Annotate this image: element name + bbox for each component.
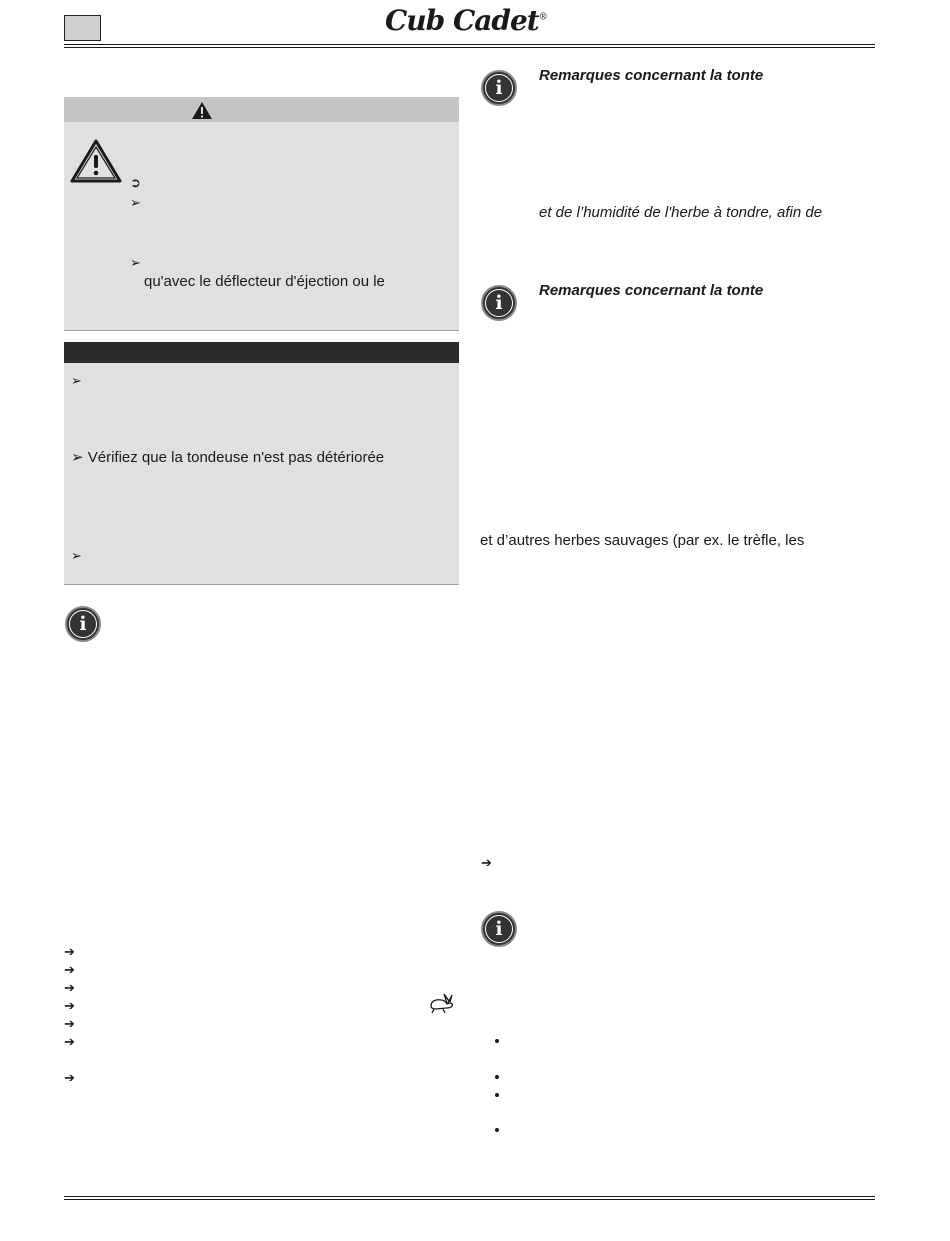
- note-text: et de l’humidité de l'herbe à tondre, afin de: [539, 204, 823, 221]
- bullet-marker: ➢: [130, 255, 141, 270]
- bullet-marker: ➢: [130, 195, 141, 210]
- page-number-tab: [64, 15, 101, 41]
- bullet-dot: [495, 1128, 499, 1132]
- footer-rule: [64, 1196, 875, 1197]
- box-divider: [64, 330, 459, 331]
- arrow-list-item: ➔: [64, 944, 75, 959]
- check-box-text: ➢ Vérifiez que la tondeuse n'est pas détériorée: [71, 449, 385, 466]
- bullet-dot: [495, 1075, 499, 1079]
- arrow-list-item: ➔: [64, 998, 75, 1013]
- info-icon: i: [481, 70, 517, 106]
- brand-logo: Cub Cadet®: [385, 4, 547, 37]
- warning-triangle-large-icon: [69, 138, 123, 184]
- info-icon: i: [481, 911, 517, 947]
- note-text: et d’autres herbes sauvages (par ex. le trèfle, les: [480, 532, 805, 549]
- arrow-bullet: ➲: [130, 175, 141, 190]
- danger-box-header: [64, 97, 459, 122]
- note-title: Remarques concernant la tonte: [539, 282, 764, 299]
- bullet-marker: ➢: [71, 373, 82, 388]
- arrow-list-item: ➔: [64, 962, 75, 977]
- note-title: Remarques concernant la tonte: [539, 67, 764, 84]
- danger-box: [64, 97, 459, 330]
- arrow-list-item: ➔: [64, 1070, 75, 1085]
- header-rule-2: [64, 47, 875, 48]
- bullet-dot: [495, 1039, 499, 1043]
- warning-triangle-icon: [191, 101, 213, 120]
- bullet-marker: ➢: [71, 548, 82, 563]
- rabbit-icon: [428, 992, 456, 1014]
- arrow-list-item: ➔: [64, 980, 75, 995]
- check-box-header: [64, 342, 459, 363]
- arrow-list-item: ➔: [64, 1016, 75, 1031]
- danger-box-text: qu'avec le déflecteur d'éjection ou le: [144, 273, 385, 290]
- footer-rule-2: [64, 1199, 875, 1200]
- arrow-list-item: ➔: [64, 1034, 75, 1049]
- arrow-list-item: ➔: [481, 855, 492, 870]
- info-icon: i: [481, 285, 517, 321]
- box-divider: [64, 584, 459, 585]
- bullet-dot: [495, 1093, 499, 1097]
- header-rule: [64, 44, 875, 45]
- info-icon: i: [65, 606, 101, 642]
